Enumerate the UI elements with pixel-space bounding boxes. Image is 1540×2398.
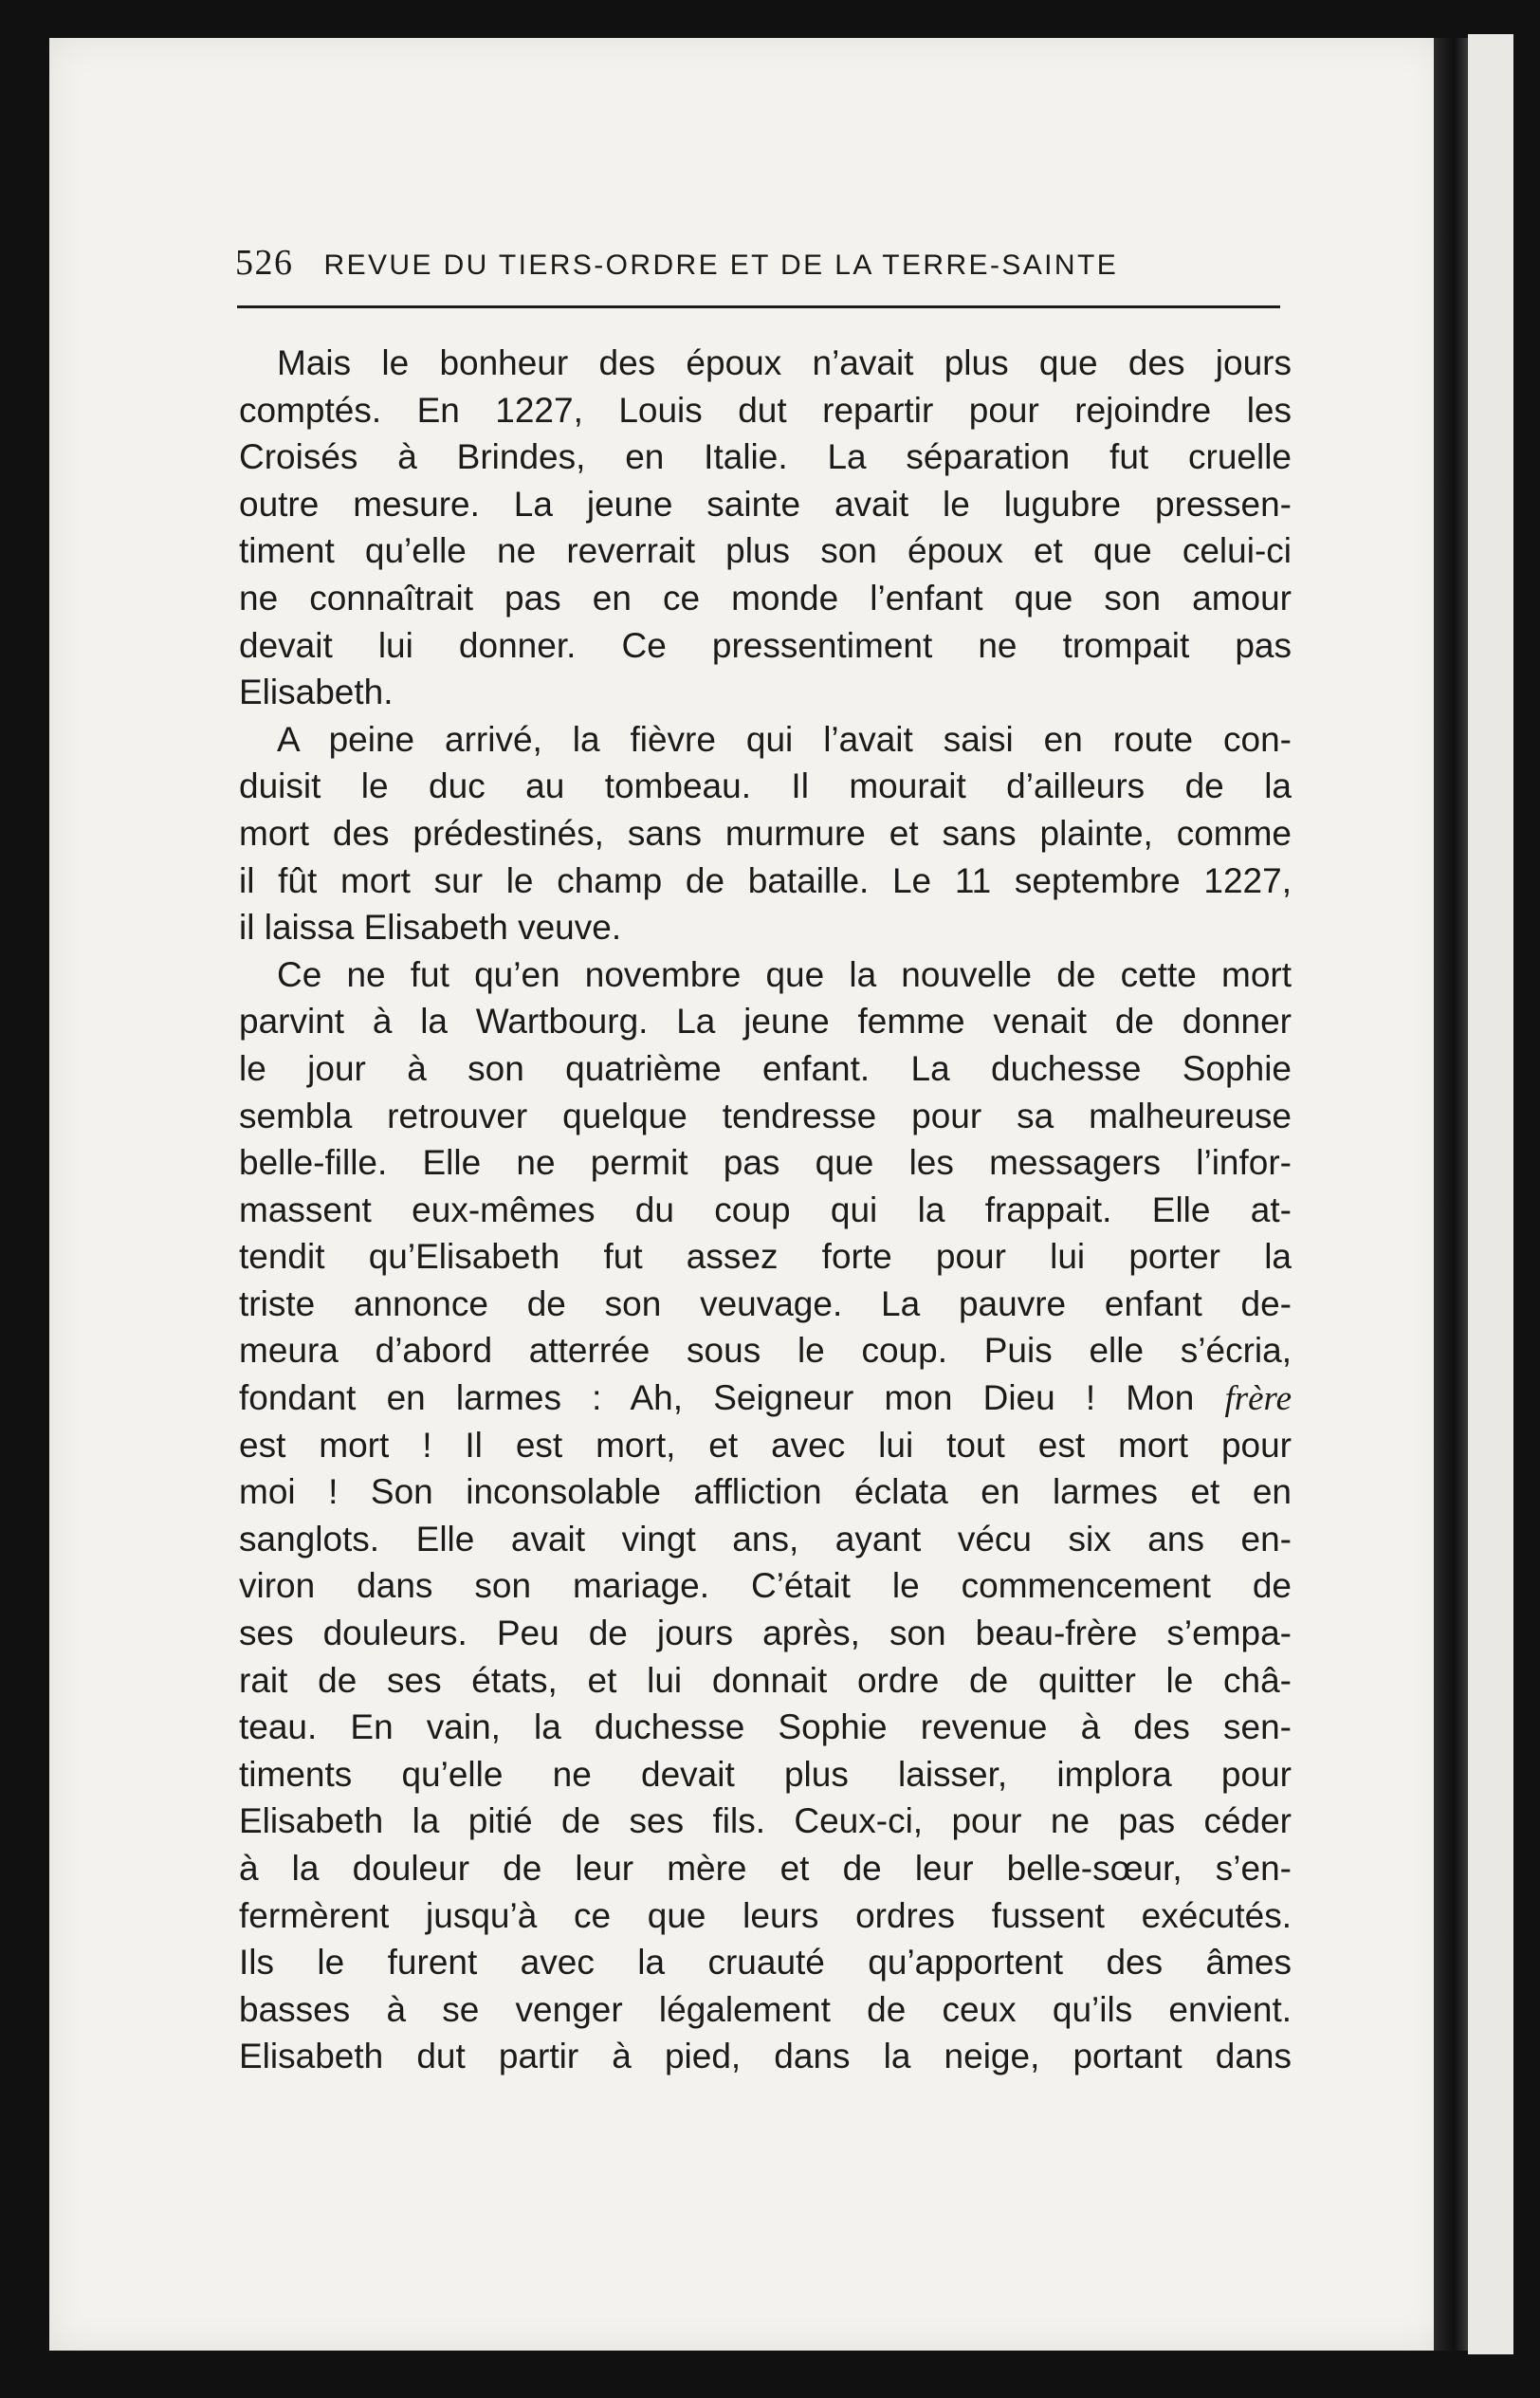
text-line: parvint à la Wartbourg. La jeune femme venait de donner	[239, 1002, 1292, 1042]
text-line: ses douleurs. Peu de jours après, son beau-frère s’empa-	[239, 1614, 1292, 1653]
page-number: 526	[235, 243, 294, 283]
text-line: Elisabeth dut partir à pied, dans la neige, portant dans	[239, 2037, 1292, 2076]
adjacent-page-edge	[1468, 34, 1513, 2354]
text-line: viron dans son mariage. C’était le commencement de	[239, 1566, 1292, 1606]
text-line: Mais le bonheur des époux n’avait plus que des jours	[277, 343, 1292, 382]
text-line: Croisés à Brindes, en Italie. La séparation fut cruelle	[239, 437, 1292, 477]
text-line: Elisabeth.	[239, 673, 394, 712]
text-line: tendit qu’Elisabeth fut assez forte pour lui porter la	[239, 1237, 1292, 1277]
text-line: il laissa Elisabeth veuve.	[239, 908, 622, 948]
page-gutter-shadow	[1434, 38, 1468, 2351]
text-line: comptés. En 1227, Louis dut repartir pour rejoindre les	[239, 390, 1292, 430]
text-line: Ce ne fut qu’en novembre que la nouvelle de cette mort	[277, 954, 1292, 994]
text-line: timent qu’elle ne reverrait plus son époux et que celui-ci	[239, 531, 1292, 571]
text-line: basses à se venger légalement de ceux qu’ils envient.	[239, 1989, 1292, 2029]
text-line: devait lui donner. Ce pressentiment ne trompait pas	[239, 625, 1292, 665]
text-line: belle-fille. Elle ne permit pas que les messagers l’infor-	[239, 1143, 1292, 1183]
text-line: le jour à son quatrième enfant. La duchesse Sophie	[239, 1048, 1292, 1088]
text-line: sanglots. Elle avait vingt ans, ayant vécu six ans en-	[239, 1519, 1292, 1559]
text-line: A peine arrivé, la fièvre qui l’avait saisi en route con-	[277, 719, 1292, 759]
running-header	[235, 242, 1280, 299]
text-line: ne connaîtrait pas en ce monde l’enfant que son amour	[239, 578, 1292, 618]
text-line: il fût mort sur le champ de bataille. Le 11 septembre 1227,	[239, 860, 1292, 900]
header-rule	[237, 305, 1280, 308]
text-line: rait de ses états, et lui donnait ordre de quitter le châ-	[239, 1660, 1292, 1700]
text-line: meura d’abord atterrée sous le coup. Puis elle s’écria,	[239, 1331, 1292, 1371]
text-line: timents qu’elle ne devait plus laisser, implora pour	[239, 1754, 1292, 1794]
text-line: fermèrent jusqu’à ce que leurs ordres fussent exécutés.	[239, 1895, 1292, 1935]
text-line: sembla retrouver quelque tendresse pour sa malheureuse	[239, 1096, 1292, 1135]
text-line: à la douleur de leur mère et de leur belle-sœur, s’en-	[239, 1849, 1292, 1888]
text-line: Elisabeth la pitié de ses fils. Ceux-ci, pour ne pas céder	[239, 1801, 1292, 1841]
text-line: massent eux-mêmes du coup qui la frappait. Elle at-	[239, 1190, 1292, 1229]
text-line: triste annonce de son veuvage. La pauvre enfant de-	[239, 1283, 1292, 1323]
text-line: outre mesure. La jeune sainte avait le lugubre pressen-	[239, 484, 1292, 524]
text-segment: fondant en larmes : Ah, Seigneur mon Dieu ! Mon	[239, 1378, 1225, 1418]
text-line: Ils le furent avec la cruauté qu’apportent des âmes	[239, 1943, 1292, 1983]
text-line: est mort ! Il est mort, et avec lui tout est mort pour	[239, 1425, 1292, 1465]
running-title: REVUE DU TIERS-ORDRE ET DE LA TERRE-SAINTE	[323, 249, 1119, 281]
body-text	[239, 340, 1292, 2080]
text-line: moi ! Son inconsolable affliction éclata en larmes et en	[239, 1472, 1292, 1512]
text-line: teau. En vain, la duchesse Sophie revenue à des sen-	[239, 1707, 1292, 1747]
text-line-with-italic	[239, 1374, 1292, 1422]
text-line: mort des prédestinés, sans murmure et sans plainte, comme	[239, 813, 1292, 853]
italic-word: frère	[1224, 1379, 1292, 1419]
text-line: duisit le duc au tombeau. Il mourait d’ailleurs de la	[239, 766, 1292, 806]
